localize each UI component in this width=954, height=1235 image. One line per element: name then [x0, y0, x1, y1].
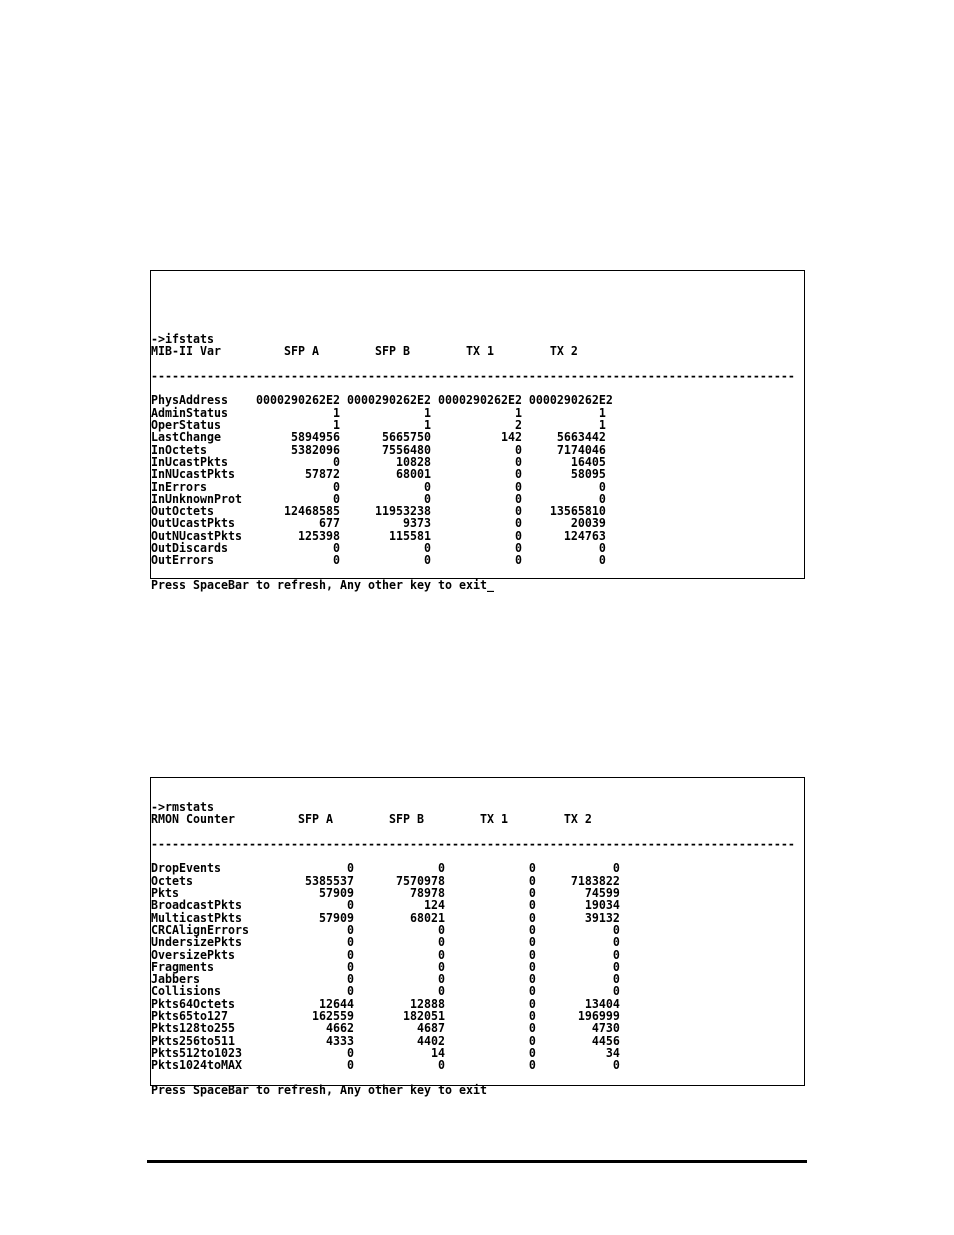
ifstats-rows: PhysAddress 0000290262E2 0000290262E2 0000290262E2 0000290262E2 AdminStatus 1 1 1 1 OperStatus 1 1 2 1 LastChange 5894956 5665750 142 5663442 InOctets 5382096 7556480 0 7174046 InUcastPkts 0 10828 0 16405 InNUcastPkts 57872 68001 0 58095 InErrors 0 0 0 0 InUnknownProt 0 0 0 0 OutOctets 12468585 11953238 0 13565810 OutUcastPkts 677 9373 0 20039 OutNUcastPkts 125398 115581 0 124763 OutDiscards 0 0 0 0 OutErrors 0 0 0 0 — [151, 392, 613, 568]
ifstats-prompt: ->ifstats — [151, 331, 214, 346]
ifstats-header: MIB-II Var SFP A SFP B TX 1 TX 2 — [151, 343, 578, 359]
ifstats-output — [151, 333, 795, 591]
rmstats-terminal[interactable] — [150, 777, 805, 1097]
rmstats-footer: Press SpaceBar to refresh, Any other key to exit — [151, 1081, 487, 1097]
ifstats-separator: -------------------------------------------------------------------------------------------- — [151, 367, 795, 383]
rmstats-rows: DropEvents 0 0 0 0 Octets 5385537 7570978 0 7183822 Pkts 57909 78978 0 74599 BroadcastPkts 0 124 0 19034 MulticastPkts 57909 68021 0 39132 CRCAlignErrors 0 0 0 0 UndersizePkts 0 0 0 0 OversizePkts 0 0 0 0 Fragments 0 0 0 0 Jabbers 0 0 0 0 Collisions 0 0 0 0 Pkts64Octets 12644 12888 0 13404 Pkts65to127 162559 182051 0 196999 Pkts128to255 4662 4687 0 4730 Pkts256to511 4333 4402 0 4456 Pkts512to1023 0 14 0 34 Pkts1024toMAX 0 0 0 0 — [151, 860, 620, 1073]
text-cursor — [487, 577, 494, 592]
page-footer-rule — [147, 1160, 807, 1163]
ifstats-terminal[interactable] — [150, 270, 805, 592]
rmstats-header: RMON Counter SFP A SFP B TX 1 TX 2 — [151, 811, 592, 827]
ifstats-footer: Press SpaceBar to refresh, Any other key to exit — [151, 576, 487, 592]
rmstats-separator: -------------------------------------------------------------------------------------------- — [151, 835, 795, 851]
rmstats-output — [151, 801, 795, 1096]
rmstats-prompt: ->rmstats — [151, 799, 214, 814]
